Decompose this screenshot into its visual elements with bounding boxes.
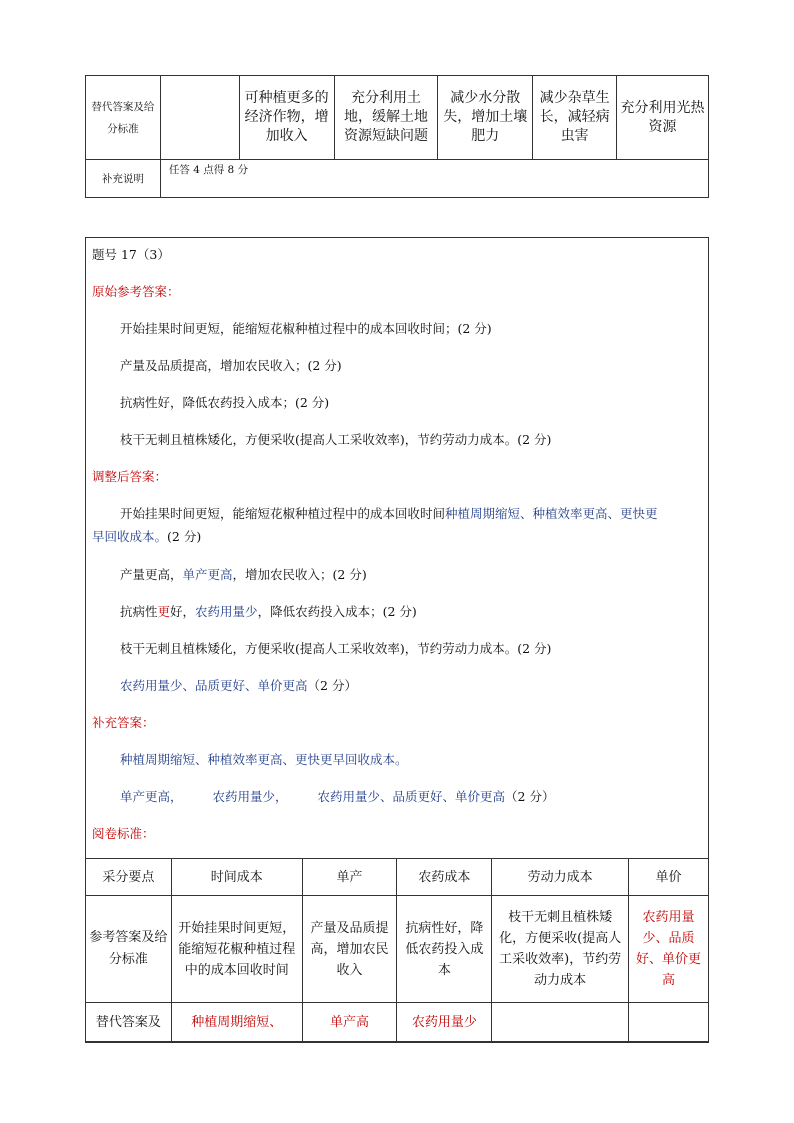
header-price: 单价 [629, 859, 709, 896]
cell-empty [160, 76, 239, 160]
header-time-cost: 时间成本 [171, 859, 302, 896]
question-box [85, 237, 709, 1042]
row1-label: 参考答案及给分标准 [86, 896, 172, 1003]
adjusted-line-1-cont: 早回收成本。(2 分) [92, 529, 202, 544]
note-label: 补充说明 [86, 160, 161, 198]
grading-heading: 阅卷标准： [92, 826, 155, 841]
adjusted-line-1: 开始挂果时间更短，能缩短花椒种植过程中的成本回收时间种植周期缩短、种植效率更高、更快更 [120, 506, 658, 521]
header-yield: 单产 [302, 859, 397, 896]
row2-label: 替代答案及 [86, 1003, 172, 1043]
note-text: 任答 4 点得 8 分 [160, 160, 708, 198]
question-number: 题号 17（3） [92, 247, 170, 262]
row2-price [629, 1003, 709, 1043]
row-label: 替代答案及给分标准 [86, 76, 161, 160]
supplement-heading: 补充答案： [92, 715, 155, 730]
row1-pesticide: 抗病性好，降低农药投入成本 [397, 896, 492, 1003]
original-line-4: 枝干无刺且植株矮化，方便采收(提高人工采收效率)，节约劳动力成本。(2 分) [120, 432, 552, 447]
row1-yield: 产量及品质提高，增加农民收入 [302, 896, 397, 1003]
original-line-1: 开始挂果时间更短，能缩短花椒种植过程中的成本回收时间；(2 分) [120, 321, 492, 336]
supplement-line-2: 单产更高， 农药用量少， 农药用量少、品质更好、单价更高（2 分） [120, 789, 555, 804]
adjusted-heading: 调整后答案： [92, 469, 168, 484]
adjusted-line-5: 农药用量少、品质更好、单价更高（2 分） [120, 678, 357, 693]
original-heading: 原始参考答案： [92, 284, 180, 299]
adjusted-line-2: 产量更高，单产更高，增加农民收入；(2 分) [120, 567, 367, 582]
grading-table [85, 858, 709, 1043]
row2-labor [492, 1003, 629, 1043]
cell-land-use: 充分利用土地，缓解土地资源短缺问题 [334, 76, 438, 160]
row1-time-cost: 开始挂果时间更短，能缩短花椒种植过程中的成本回收时间 [171, 896, 302, 1003]
row2-time-cost: 种植周期缩短、 [171, 1003, 302, 1043]
header-pesticide-cost: 农药成本 [397, 859, 492, 896]
original-line-3: 抗病性好，降低农药投入成本；(2 分) [120, 395, 330, 410]
row1-price: 农药用量少、品质好、单价更高 [629, 896, 709, 1003]
cell-weeds-pests: 减少杂草生长，减轻病虫害 [533, 76, 617, 160]
row2-pesticide: 农药用量少 [397, 1003, 492, 1043]
row1-labor: 枝干无刺且植株矮化，方便采收(提高人工采收效率)，节约劳动力成本 [492, 896, 629, 1003]
cell-water-soil: 减少水分散失，增加土壤肥力 [438, 76, 533, 160]
original-line-2: 产量及品质提高，增加农民收入；(2 分) [120, 358, 342, 373]
cell-economic-crops: 可种植更多的经济作物，增加收入 [239, 76, 334, 160]
adjusted-line-4: 枝干无刺且植株矮化，方便采收(提高人工采收效率)，节约劳动力成本。(2 分) [120, 641, 552, 656]
alt-answer-table [85, 75, 709, 198]
supplement-line-1: 种植周期缩短、种植效率更高、更快更早回收成本。 [120, 752, 408, 767]
header-scoring-point: 采分要点 [86, 859, 172, 896]
adjusted-line-3: 抗病性更好，农药用量少，降低农药投入成本；(2 分) [120, 604, 417, 619]
cell-light-heat: 充分利用光热资源 [617, 76, 709, 160]
header-labor-cost: 劳动力成本 [492, 859, 629, 896]
row2-yield: 单产高 [302, 1003, 397, 1043]
